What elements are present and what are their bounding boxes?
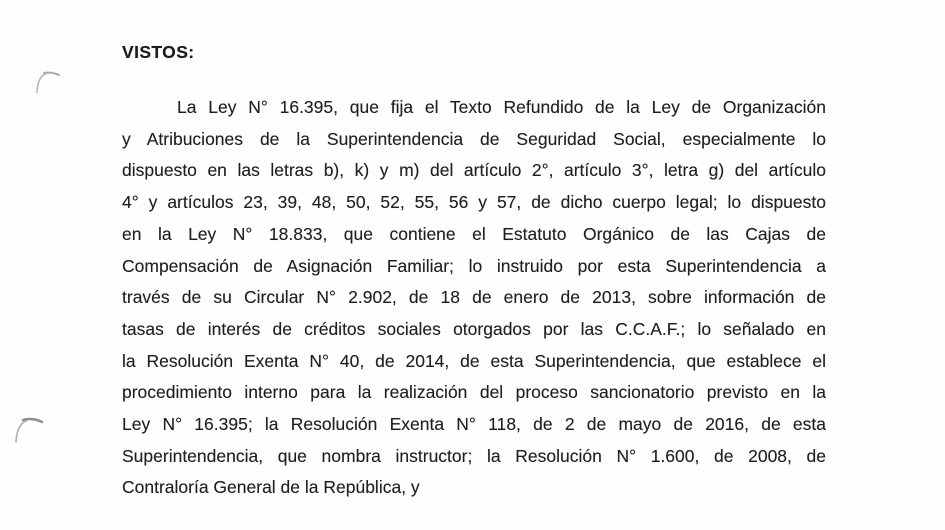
paragraph-line: través de su Circular N° 2.902, de 18 de enero de 2013, sobre información de — [122, 287, 826, 308]
paragraph-line: Superintendencia, que nombra instructor; la Resolución N° 1.600, de 2008, de — [122, 445, 826, 466]
paragraph-line: procedimiento interno para la realización del proceso sancionatorio previsto en la — [122, 382, 826, 403]
paragraph-line: dispuesto en las letras b), k) y m) del artículo 2°, artículo 3°, letra g) del artículo — [122, 160, 826, 181]
paragraph-line: y Atribuciones de la Superintendencia de Seguridad Social, especialmente lo — [122, 128, 826, 149]
paragraph-line: tasas de interés de créditos sociales otorgados por las C.C.A.F.; lo señalado en — [122, 318, 826, 339]
paragraph-line: La Ley N° 16.395, que fija el Texto Refundido de la Ley de Organización — [177, 97, 826, 117]
paragraph-line: Ley N° 16.395; la Resolución Exenta N° 118, de 2 de mayo de 2016, de esta — [122, 414, 826, 435]
scan-artifact-pencil-curve-top — [30, 66, 64, 98]
paragraph-line: Compensación de Asignación Familiar; lo instruido por esta Superintendencia a — [122, 255, 826, 276]
document-body-paragraph — [122, 92, 826, 504]
paragraph-line: 4° y artículos 23, 39, 48, 50, 52, 55, 56 y 57, de dicho cuerpo legal; lo dispuesto — [122, 192, 826, 213]
scan-artifact-pencil-curve-bottom — [11, 412, 47, 448]
paragraph-line: la Resolución Exenta N° 40, de 2014, de esta Superintendencia, que establece el — [122, 350, 826, 371]
paragraph-line: en la Ley N° 18.833, que contiene el Estatuto Orgánico de las Cajas de — [122, 223, 826, 244]
section-heading-vistos: VISTOS: — [122, 42, 195, 62]
paragraph-line: Contraloría General de la República, y — [122, 477, 420, 498]
